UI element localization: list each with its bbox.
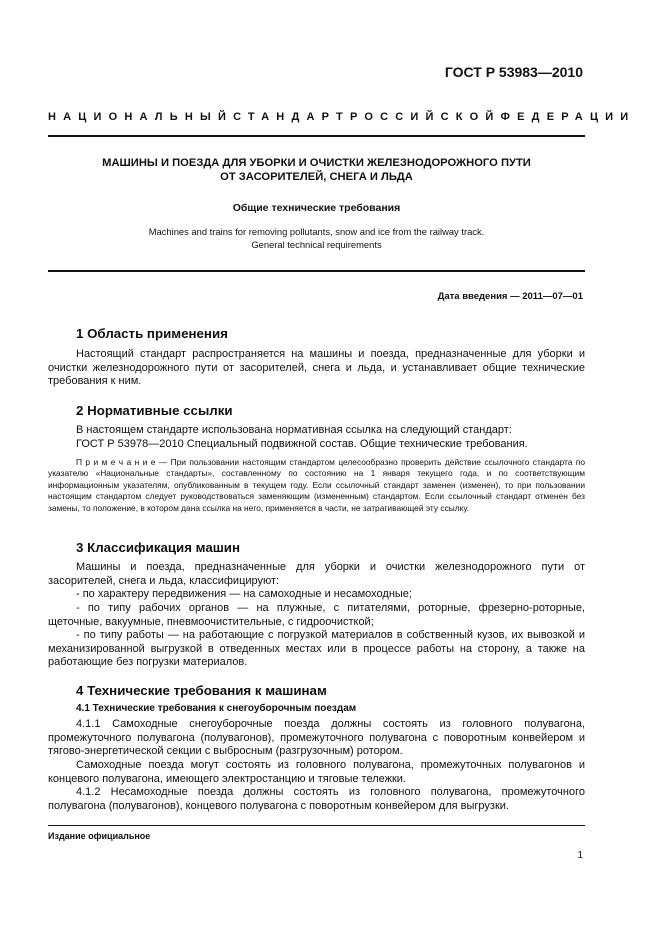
page-number: 1 bbox=[577, 850, 583, 861]
intro-date: Дата введения — 2011—07—01 bbox=[437, 291, 583, 302]
document-subtitle: Общие технические требования bbox=[232, 202, 401, 214]
section-4-paragraph: Самоходные поезда могут состоять из головного полувагона, промежуточных полувагонов и концевого полувагона, имеющего электростанцию и тяговые тележки. bbox=[48, 759, 585, 785]
section-4-heading: 4 Технические требования к машинам bbox=[76, 683, 327, 698]
section-4-paragraph: 4.1.1 Самоходные снегоуборочные поезда должны состоять из головного полувагона, промежуточного полувагона (полувагонов), промежуточного полувагона с поворотным конвейером и тягово-энергетической секции с выбросным (разгрузочным) ротором. bbox=[48, 718, 585, 757]
section-2-note: П р и м е ч а н и е — При пользовании настоящим стандартом целесообразно проверить действие ссылочного стандарта по указателю «Национальные стандарты», составленному по состоянию на 1 января текущего года, и по соответствующим информационным указателям, опубликованным в текущем году. Если ссылочный стандарт заменен (изменен), то при пользовании настоящим стандартом следует руководствоваться заменяющим (измененным) стандартом. Если ссылочный стандарт отменен без замены, то положение, в котором дана ссылка на него, применяется в части, не затрагивающей эту ссылку. bbox=[48, 457, 585, 513]
section-1-text: Настоящий стандарт распространяется на машины и поезда, предназначенные для уборки и очистки железнодорожного пути от засорителей, снега и льда, и устанавливает общие технические требования к ним. bbox=[48, 348, 585, 387]
english-title-line: Machines and trains for removing pollutants, snow and ice from the railway track. bbox=[148, 226, 485, 237]
top-divider bbox=[48, 135, 585, 137]
banner-word: СТАНДАРТ bbox=[233, 111, 350, 123]
footer-divider bbox=[48, 825, 585, 826]
edition-label: Издание официальное bbox=[48, 831, 151, 841]
section-3-heading: 3 Классификация машин bbox=[76, 540, 241, 555]
section-2-reference: ГОСТ Р 53978—2010 Специальный подвижной состав. Общие технические требования. bbox=[76, 438, 528, 450]
section-3-item: - по характеру передвижения — на самоходные и несамоходные; bbox=[76, 588, 412, 600]
section-1-heading: 1 Область применения bbox=[76, 326, 228, 341]
banner-word: НАЦИОНАЛЬНЫЙ bbox=[48, 111, 234, 123]
section-3-text: Машины и поезда, предназначенные для уборки и очистки железнодорожного пути от засорителей, снега и льда, классифицируют: bbox=[48, 561, 585, 587]
standard-number: ГОСТ Р 53983—2010 bbox=[444, 64, 583, 80]
title-line: МАШИНЫ И ПОЕЗДА ДЛЯ УБОРКИ И ОЧИСТКИ ЖЕЛЕЗНОДОРОЖНОГО ПУТИ bbox=[102, 157, 531, 169]
banner-word: РОССИЙСКОЙ bbox=[349, 111, 501, 123]
section-2-text: В настоящем стандарте использована нормативная ссылка на следующий стандарт: bbox=[76, 424, 512, 436]
english-title bbox=[48, 226, 585, 251]
english-title-line: General technical requirements bbox=[251, 238, 382, 250]
section-4-1-heading: 4.1 Технические требования к снегоуборочным поездам bbox=[76, 703, 357, 714]
document-title bbox=[48, 156, 585, 184]
section-2-heading: 2 Нормативные ссылки bbox=[76, 403, 233, 418]
section-3-item: - по типу рабочих органов — на плужные, с питателями, роторные, фрезерно-роторные, щеточные, вакуумные, пневмоочистительные, с гидроочисткой; bbox=[48, 602, 585, 628]
title-line: ОТ ЗАСОРИТЕЛЕЙ, СНЕГА И ЛЬДА bbox=[220, 171, 413, 183]
national-standard-banner bbox=[48, 111, 636, 123]
title-divider bbox=[48, 270, 585, 272]
section-4-paragraph: 4.1.2 Несамоходные поезда должны состоять из головного полувагона, промежуточного полувагона (полувагонов), концевого полувагона с поворотным конвейером для выгрузки. bbox=[48, 786, 585, 812]
banner-word: ФЕДЕРАЦИИ bbox=[500, 111, 636, 123]
section-3-item: - по типу работы — на работающие с погрузкой материалов в собственный кузов, их вывозкой и механизированной выгрузкой в отведенных местах или в процессе работы на сторону, а также на работающие без погрузки материалов. bbox=[48, 629, 585, 668]
